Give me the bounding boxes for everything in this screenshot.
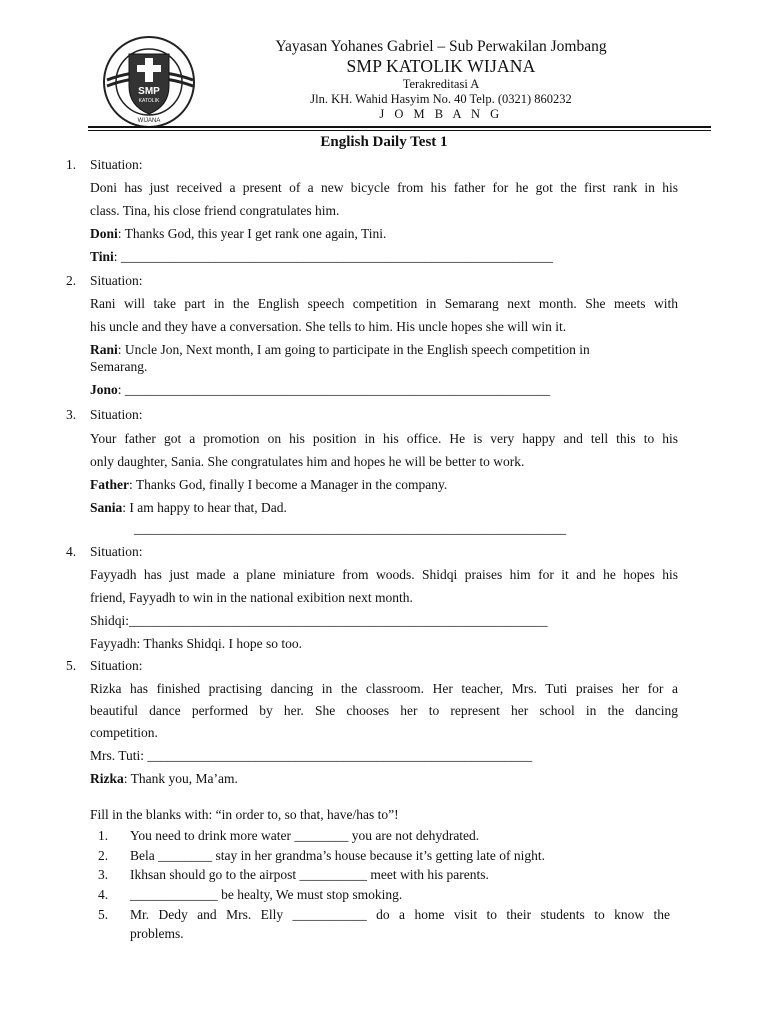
fill-item-text[interactable]: You need to drink more water ________ you are not dehydrated.	[130, 828, 480, 843]
speaker: Rani	[90, 342, 118, 357]
dialogue-line	[90, 499, 287, 517]
logo-text-wijana: WIJANA	[137, 118, 161, 124]
situation-text: friend, Fayyadh to win in the national exibition next month.	[90, 590, 413, 605]
letterhead	[210, 38, 672, 121]
dialogue-text: : Thanks God, this year I get rank one again, Tini.	[117, 226, 387, 241]
answer-blank: : ________________________________________________________________	[113, 249, 553, 264]
fill-item-number: 3.	[98, 867, 109, 882]
situation-label: Situation:	[90, 273, 143, 288]
situation-text: only daughter, Sania. She congratulates him and hopes he will be better to work.	[90, 454, 525, 469]
item-number: 4.	[66, 544, 77, 559]
school-name: SMP KATOLIK WIJANA	[346, 56, 536, 76]
answer-blank[interactable]: ________________________________________________________________	[134, 521, 566, 536]
accreditation: Terakreditasi A	[402, 77, 480, 91]
answer-blank: : _______________________________________________________________	[117, 382, 551, 397]
fill-instruction: Fill in the blanks with: “in order to, so that, have/has to”!	[90, 807, 399, 822]
speaker: Father	[90, 477, 129, 492]
fill-item-text-cont: problems.	[130, 926, 184, 941]
speaker: Tini	[90, 249, 114, 264]
fill-item-number: 2.	[98, 848, 109, 863]
dialogue-text: : Uncle Jon, Next month, I am going to participate in the English speech competition in	[117, 342, 590, 357]
situation-text: his uncle and they have a conversation. She tells to him. His uncle hopes she will win it.	[90, 319, 567, 334]
item-number: 2.	[66, 273, 77, 288]
fill-item-text[interactable]: _____________ be healty, We must stop smoking.	[130, 887, 403, 902]
school-city: J O M B A N G	[379, 107, 503, 121]
situation-label: Situation:	[90, 658, 143, 673]
situation-text: Rizka has finished practising dancing in the classroom. Her teacher, Mrs. Tuti praises her for a	[90, 681, 678, 696]
answer-line[interactable]	[90, 381, 550, 399]
situation-text: Doni has just received a present of a new bicycle from his father for he got the first rank in his	[90, 180, 678, 195]
speaker: Doni	[90, 226, 118, 241]
answer-line[interactable]: Shidqi:______________________________________________________________	[90, 613, 548, 628]
situation-label: Situation:	[90, 544, 143, 559]
dialogue-line	[90, 341, 590, 359]
fill-item-text[interactable]: Mr. Dedy and Mrs. Elly ___________ do a home visit to their students to know the	[130, 907, 670, 922]
situation-label: Situation:	[90, 407, 143, 422]
dialogue-line: Fayyadh: Thanks Shidqi. I hope so too.	[90, 636, 302, 651]
fill-item-number: 4.	[98, 887, 109, 902]
school-address: Jln. KH. Wahid Hasyim No. 40 Telp. (0321) 860232	[310, 92, 572, 106]
logo-text-katolik: KATOLIK	[138, 98, 160, 104]
dialogue-text: : Thanks God, finally I become a Manager in the company.	[128, 477, 448, 492]
header-rule-thick	[88, 126, 711, 128]
situation-text: class. Tina, his close friend congratulates him.	[90, 203, 340, 218]
test-title: English Daily Test 1	[320, 134, 448, 150]
answer-line[interactable]: Mrs. Tuti: _________________________________________________________	[90, 748, 533, 763]
dialogue-line	[90, 476, 447, 494]
dialogue-line	[90, 770, 238, 788]
situation-text: Fayyadh has just made a plane miniature from woods. Shidqi praises him for it and he hopes his	[90, 567, 678, 582]
logo-text-smp: SMP	[138, 86, 160, 97]
dialogue-text-cont: Semarang.	[90, 359, 148, 374]
header-rule-thin	[88, 130, 711, 131]
fill-item-text[interactable]: Bela ________ stay in her grandma’s house because it’s getting late of night.	[130, 848, 546, 863]
answer-line[interactable]	[90, 248, 553, 266]
fill-item-text[interactable]: Ikhsan should go to the airpost __________ meet with his parents.	[130, 867, 489, 882]
dialogue-line	[90, 225, 386, 243]
speaker: Jono	[90, 382, 118, 397]
situation-text: Rani will take part in the English speech competition in Semarang next month. She meets with	[90, 296, 678, 311]
dialogue-text: : Thank you, Ma’am.	[123, 771, 238, 786]
speaker: Rizka	[90, 771, 124, 786]
situation-label: Situation:	[90, 157, 143, 172]
speaker: Sania	[90, 500, 123, 515]
item-number: 3.	[66, 407, 77, 422]
foundation-name: Yayasan Yohanes Gabriel – Sub Perwakilan Jombang	[275, 38, 607, 55]
dialogue-text: : I am happy to hear that, Dad.	[122, 500, 287, 515]
item-number: 1.	[66, 157, 77, 172]
fill-item-number: 5.	[98, 907, 109, 922]
item-number: 5.	[66, 658, 77, 673]
situation-text: beautiful dance performed by her. She chooses her to represent her school in the dancing	[90, 703, 678, 718]
situation-text: competition.	[90, 725, 158, 740]
situation-text: Your father got a promotion on his position in his office. He is very happy and tell this to his	[90, 431, 678, 446]
school-logo	[101, 34, 197, 130]
fill-item-number: 1.	[98, 828, 109, 843]
